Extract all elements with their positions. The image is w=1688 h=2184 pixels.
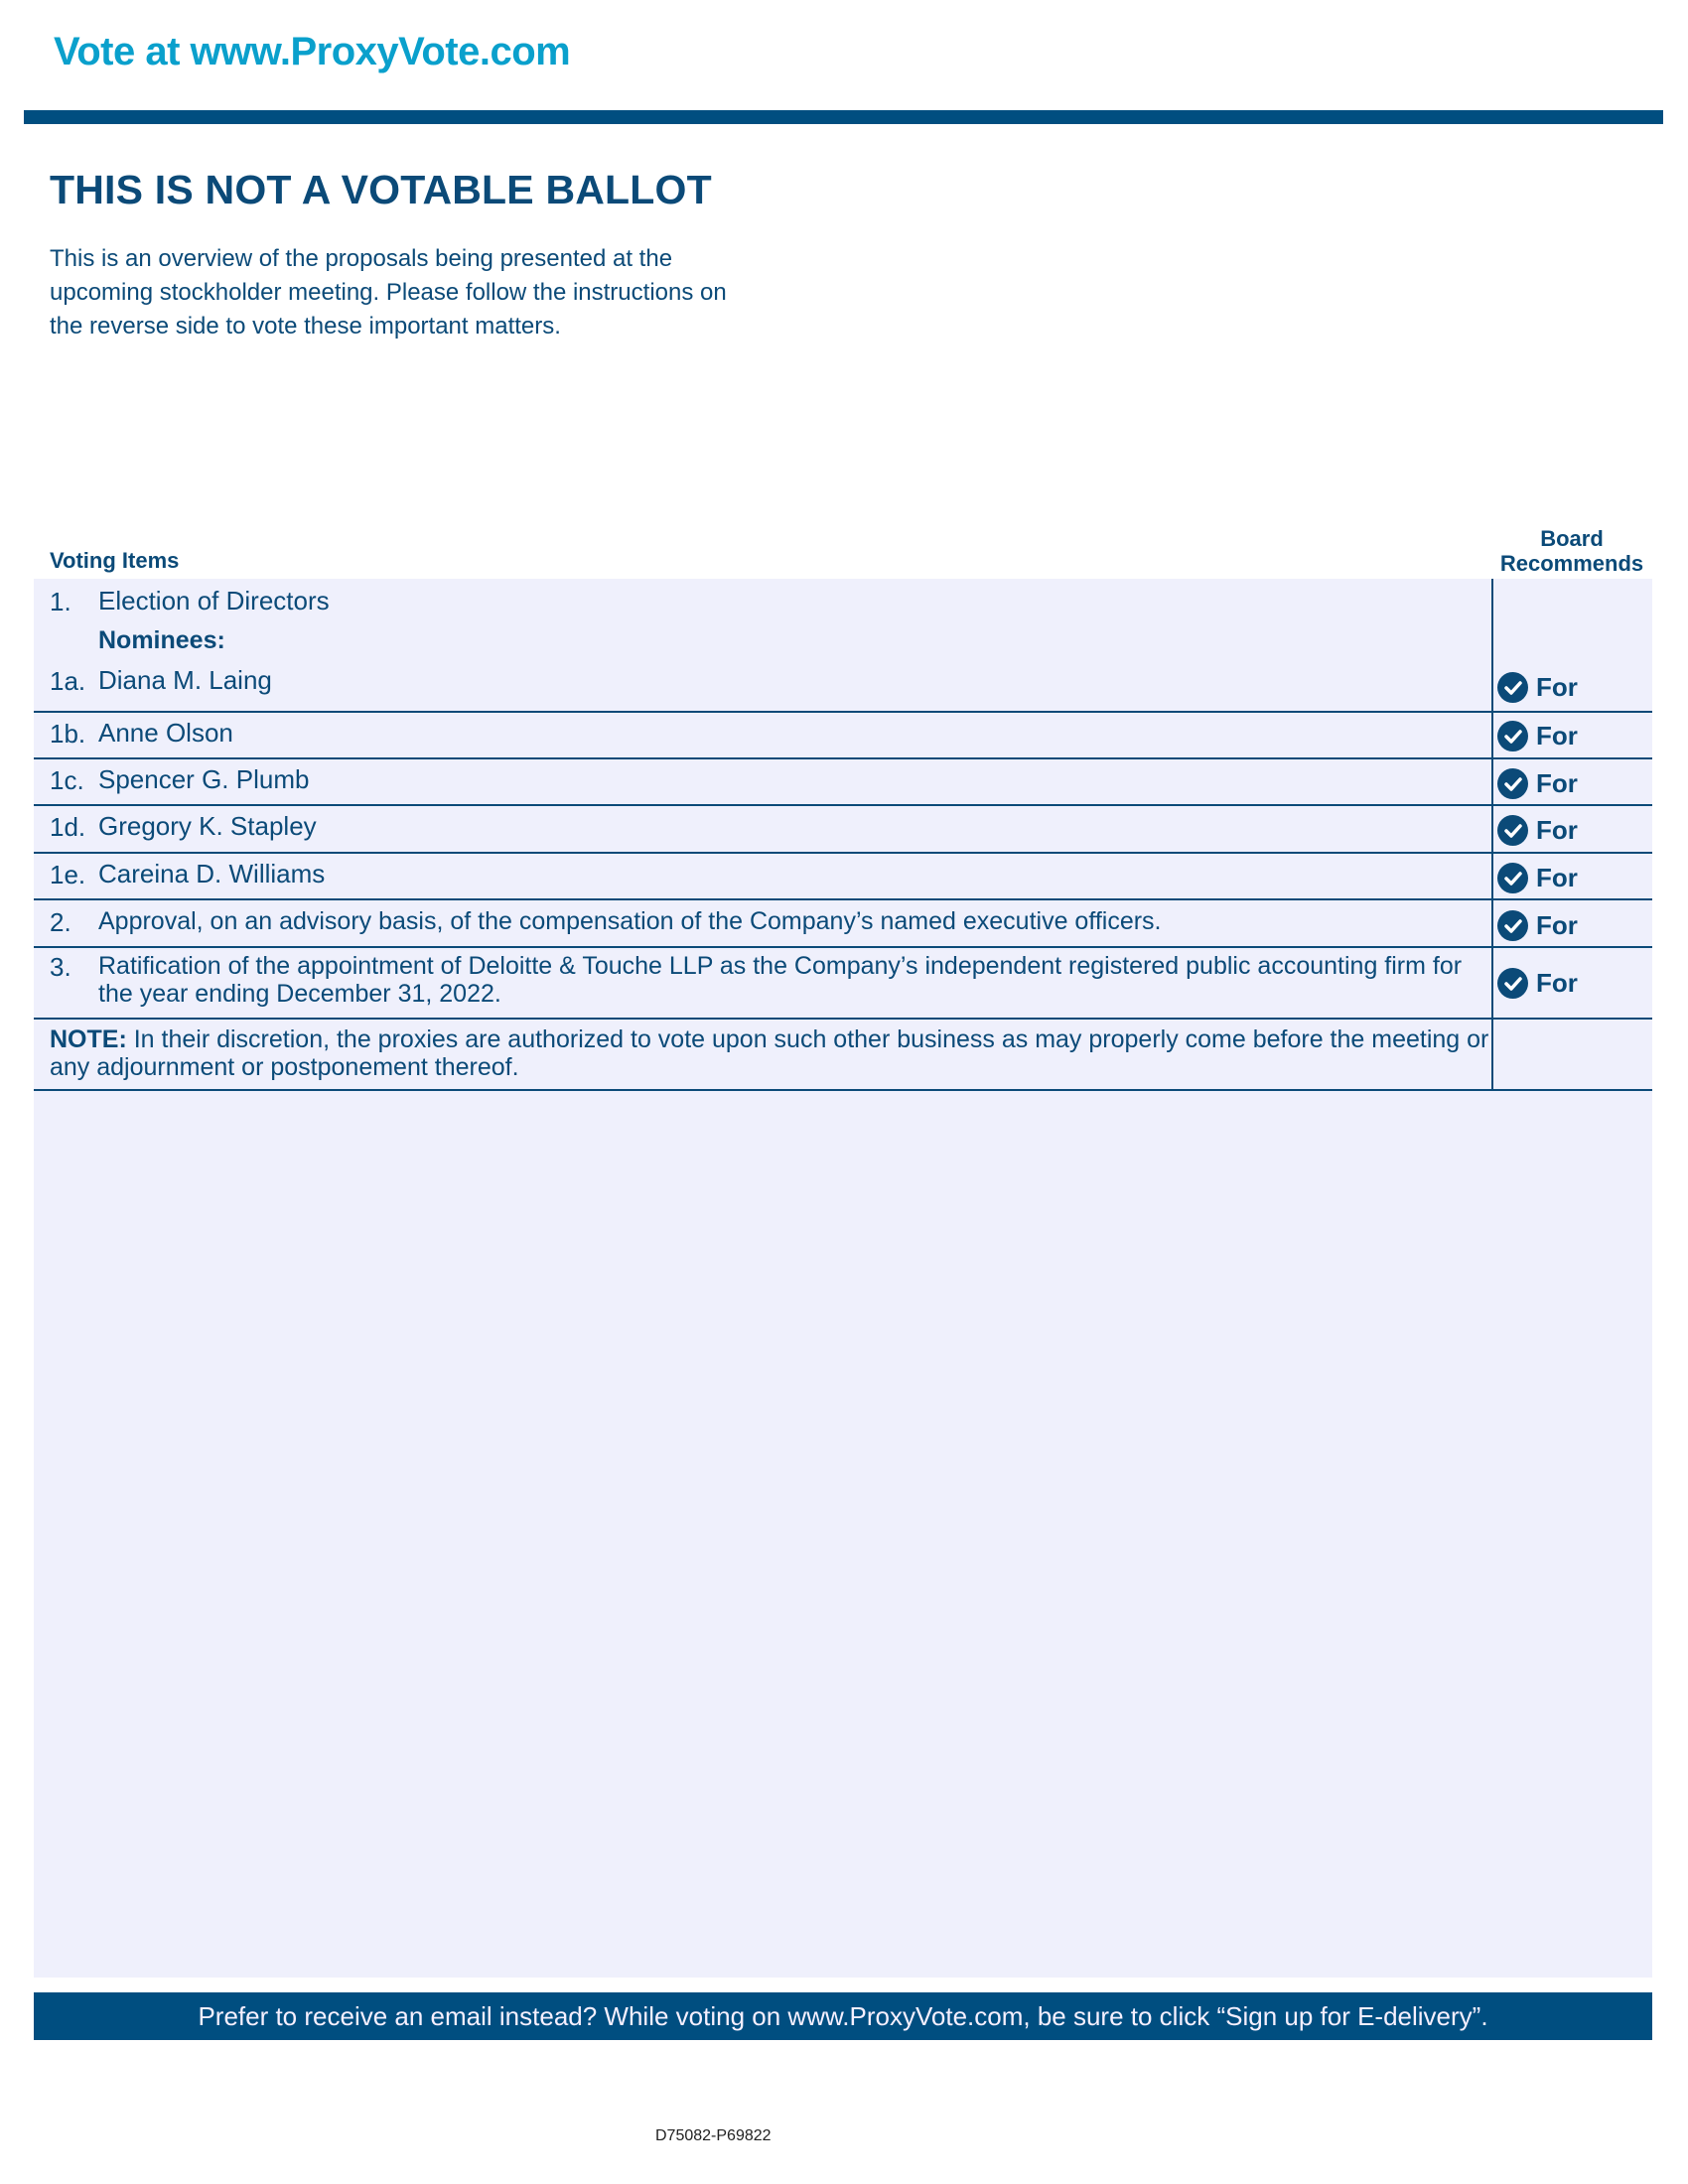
board-recommendation	[1497, 815, 1578, 846]
header-divider-bar	[24, 110, 1663, 124]
check-circle-icon	[1497, 815, 1528, 846]
note-body: In their discretion, the proxies are authorized to vote upon such other business as may properly come before the meeting or any adjournment or postponement thereof.	[50, 1025, 1489, 1081]
item-text: Approval, on an advisory basis, of the compensation of the Company’s named executive officers.	[98, 907, 1162, 935]
recommendation-label: For	[1536, 968, 1578, 998]
board-recommendation	[1497, 768, 1578, 799]
check-circle-icon	[1497, 672, 1528, 703]
item-number: 1.	[50, 587, 71, 616]
recommendation-label: For	[1536, 672, 1578, 702]
item-text: Election of Directors	[98, 586, 330, 615]
e-delivery-text: Prefer to receive an email instead? While voting on www.ProxyVote.com, be sure to click “Sign up for E-delivery”.	[198, 2000, 1488, 2031]
note-text	[50, 1025, 1489, 1081]
intro-line: This is an overview of the proposals being presented at the	[50, 245, 673, 272]
item-number: 1d.	[50, 812, 86, 842]
table-row	[34, 900, 1652, 948]
item-number: 1c.	[50, 765, 84, 795]
table-row	[34, 579, 1652, 713]
board-recommends-header	[1491, 526, 1652, 576]
document-code: D75082-P69822	[655, 2127, 772, 2144]
recommendation-label: For	[1536, 721, 1578, 751]
item-text: Gregory K. Stapley	[98, 811, 317, 841]
voting-items-header: Voting Items	[50, 548, 180, 573]
recommendation-label: For	[1536, 910, 1578, 940]
item-text: Ratification of the appointment of Deloitte & Touche LLP as the Company’s independent registered public accounting firm for the year ending December 31, 2022.	[98, 952, 1463, 1008]
note-row	[34, 1020, 1652, 1091]
page-title: THIS IS NOT A VOTABLE BALLOT	[50, 167, 712, 212]
board-recommendation	[1497, 672, 1578, 703]
check-circle-icon	[1497, 721, 1528, 751]
item-number: 1b.	[50, 719, 86, 749]
table-row	[34, 713, 1652, 759]
board-recommendation	[1497, 721, 1578, 751]
item-number: 2.	[50, 907, 71, 937]
table-row	[34, 806, 1652, 854]
check-circle-icon	[1497, 968, 1528, 999]
check-circle-icon	[1497, 863, 1528, 893]
intro-paragraph	[50, 242, 844, 343]
item-text: Spencer G. Plumb	[98, 764, 310, 794]
table-row	[34, 759, 1652, 806]
board-recommendation	[1497, 863, 1578, 893]
e-delivery-banner	[34, 1992, 1652, 2040]
recommendation-label: For	[1536, 863, 1578, 892]
recommendation-label: For	[1536, 815, 1578, 845]
recommendation-label: For	[1536, 768, 1578, 798]
vote-link-header: Vote at www.ProxyVote.com	[54, 30, 571, 73]
item-number: 1e.	[50, 860, 86, 889]
table-row	[34, 854, 1652, 900]
intro-line: upcoming stockholder meeting. Please follow the instructions on	[50, 279, 727, 306]
item-text: Diana M. Laing	[98, 665, 272, 695]
board-recommends-line1: Board	[1540, 526, 1604, 551]
table-row	[34, 948, 1652, 1020]
item-text: Anne Olson	[98, 718, 233, 748]
check-circle-icon	[1497, 768, 1528, 799]
item-number: 3.	[50, 952, 71, 982]
intro-line: the reverse side to vote these important matters.	[50, 313, 561, 340]
board-recommendation	[1497, 910, 1578, 941]
item-text: Careina D. Williams	[98, 859, 326, 888]
note-label: NOTE:	[50, 1025, 127, 1053]
item-number: 1a.	[50, 666, 86, 696]
nominees-label: Nominees:	[98, 626, 225, 654]
check-circle-icon	[1497, 910, 1528, 941]
board-recommendation	[1497, 968, 1578, 999]
board-recommends-line2: Recommends	[1499, 551, 1644, 576]
